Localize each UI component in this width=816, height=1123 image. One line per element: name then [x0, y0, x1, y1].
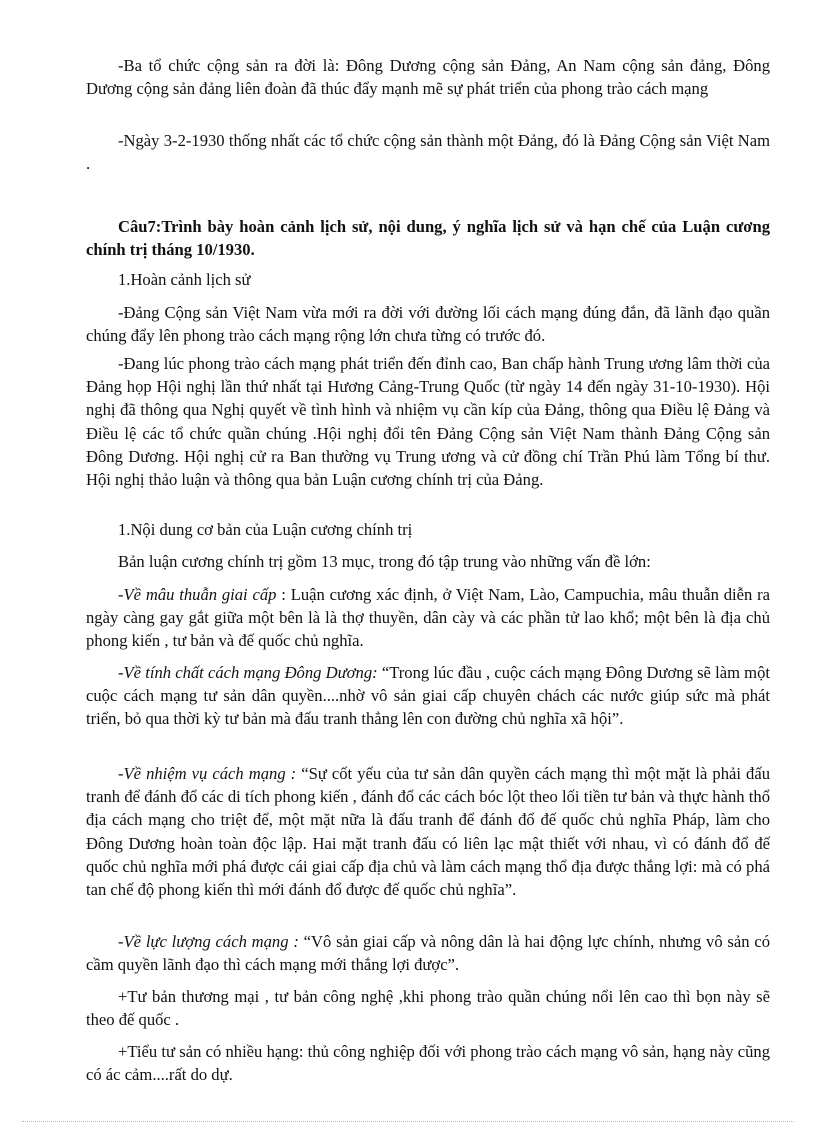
lead-class-contradiction: -Về mâu thuẫn giai cấp	[118, 585, 277, 604]
paragraph-three-organizations: -Ba tổ chức cộng sản ra đời là: Đông Dương cộng sản Đảng, An Nam cộng sản đảng, Đông Dương cộng sản đảng liên đoàn đã thúc đẩy mạnh mẽ sự phát triển của phong trào cách mạng	[86, 56, 770, 99]
page-bottom-rule	[22, 1121, 794, 1122]
paragraph-bourgeoisie: +Tư bản thương mại , tư bản công nghệ ,khi phong trào quần chúng nổi lên cao thì bọn này sẽ theo đế quốc .	[86, 987, 770, 1030]
lead-revolution-forces: -Về lực lượng cách mạng :	[118, 932, 299, 951]
paragraph-revolution-forces	[86, 930, 770, 976]
text-revolution-forces: “Vô sản giai cấp và nông dân là hai động lực chính, nhưng vô sản có cầm quyền lãnh đạo thì cách mạng mới thắng lợi được”.	[86, 932, 770, 975]
text-revolution-nature: “Trong lúc đầu , cuộc cách mạng Đông Dương sẽ làm một cuộc cách mạng tư sản dân quyền....nhờ vô sản giai cấp chuyên chách các nước giúp sức mà phát triển, bỏ qua thời kỳ tư bản mà đấu tranh thẳng lên con đường chủ nghĩa xã hội”.	[86, 663, 770, 729]
question-heading: Câu7:Trình bày hoàn cảnh lịch sử, nội dung, ý nghĩa lịch sử và hạn chế của Luận cương chính trị tháng 10/1930.	[86, 217, 770, 260]
paragraph-party-founding: -Ngày 3-2-1930 thống nhất các tổ chức cộng sản thành một Đảng, đó là Đảng Cộng sản Việt Nam .	[86, 131, 770, 174]
paragraph-petty-bourgeoisie: +Tiểu tư sản có nhiều hạng: thủ công nghiệp đối với phong trào cách mạng vô sản, hạng này cũng có ác cảm....rất do dự.	[86, 1042, 770, 1085]
paragraph-party-leadership: -Đảng Cộng sản Việt Nam vừa mới ra đời với đường lối cách mạng đúng đắn, đã lãnh đạo quần chúng đẩy lên phong trào cách mạng rộng lớn chưa từng có trước đó.	[86, 303, 770, 346]
text-revolution-tasks: “Sự cốt yếu của tư sản dân quyền cách mạng thì một mặt là phải đấu tranh để đánh đổ các di tích phong kiến , đánh đổ các cách bóc lột theo lối tiền tư bản và thực hành thổ địa cách mạng cho triệt để, một mặt nữa là đấu tranh để đánh đổ đế quốc chủ nghĩa Pháp, làm cho Đông Dương hoàn toàn độc lập. Hai mặt tranh đấu có liên lạc mật thiết với nhau, vì có đánh đổ đế quốc chủ nghĩa mới phá được cái giai cấp địa chủ và làm cách mạng thổ địa được thắng lợi: mà có phá tan chế độ phong kiến thì mới đánh đổ được đế quốc chủ nghĩa”.	[86, 764, 770, 900]
paragraph-class-contradiction	[86, 583, 770, 653]
paragraph-thirteen-items: Bản luận cương chính trị gồm 13 mục, trong đó tập trung vào những vấn đề lớn:	[118, 552, 651, 571]
section-heading-historical-context: 1.Hoàn cảnh lịch sử	[118, 270, 251, 289]
paragraph-revolution-tasks	[86, 762, 770, 901]
text-class-contradiction: : Luận cương xác định, ở Việt Nam, Lào, Campuchia, mâu thuẫn diễn ra ngày càng gay gắt giữa một bên là là thợ thuyền, dân cày và các phần tử lao khổ; một bên là địa chủ phong kiến , tư bản và đế quốc chủ nghĩa.	[86, 585, 770, 651]
lead-revolution-nature: -Về tính chất cách mạng Đông Dương:	[118, 663, 378, 682]
paragraph-first-conference: -Đang lúc phong trào cách mạng phát triển đến đỉnh cao, Ban chấp hành Trung ương lâm thời của Đảng họp Hội nghị lần thứ nhất tại Hương Cảng-Trung Quốc (từ ngày 14 đến ngày 31-10-1930). Hội nghị đã thông qua Nghị quyết về tình hình và nhiệm vụ cần kíp của Đảng, thông qua Điều lệ Đảng và Điều lệ các tổ chức quần chúng .Hội nghị đổi tên Đảng Cộng sản Việt Nam thành Đảng Cộng sản Đông Dương. Hội nghị cử ra Ban thường vụ Trung ương và cử đồng chí Trần Phú làm Tổng bí thư. Hội nghị thảo luận và thông qua bản Luận cương chính trị của Đảng.	[86, 354, 770, 490]
lead-revolution-tasks: -Về nhiệm vụ cách mạng :	[118, 764, 297, 783]
section-heading-content: 1.Nội dung cơ bản của Luận cương chính trị	[118, 520, 413, 539]
paragraph-revolution-nature	[86, 661, 770, 731]
